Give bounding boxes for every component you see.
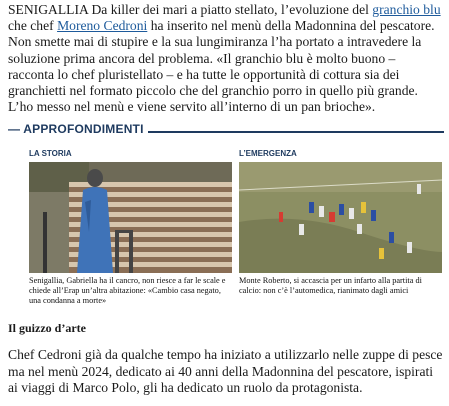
lead-text: che chef bbox=[8, 18, 58, 34]
body-paragraph: Chef Cedroni già da qualche tempo ha iniziato a utilizzarlo nelle zuppe di pesce ma nel menù 2024, dedicato ai 40 anni della Madonnina del pescatore, ispirati ai viaggi di Marco Polo, gli ha dedicato un ruolo da protagonista. bbox=[8, 347, 443, 395]
football-field-photo[interactable] bbox=[239, 162, 442, 273]
link-moreno-cedroni[interactable]: Moreno Cedroni bbox=[57, 18, 148, 34]
related-card-story[interactable] bbox=[29, 148, 232, 307]
card-caption: Monte Roberto, si accascia per un infarto alla partita di calcio: non c’è l’automedica, rianimato dagli amici bbox=[239, 276, 422, 296]
lead-text: ha inserito nel menù della Madonnina del pescatore. Non smette mai di stupire e la sua lungimiranza l’ha portato a intravedere la soluzione prima ancora del problema. «Il granchio blu è molto buono – racconta lo chef pluristellato – e ha tutte le opportunità di cottura sia dei granchietti nel formato piccolo che del granchio porro in quello più grande. L’ho messo nel menù e viene servito all’interno di un pan brioche». bbox=[8, 18, 435, 115]
lead-text: Da killer dei mari a piatto stellato, l’evoluzione del bbox=[88, 2, 373, 17]
link-granchio-blu[interactable]: granchio blu bbox=[372, 2, 441, 17]
card-caption: Senigallia, Gabriella ha il cancro, non riesce a far le scale e chiede all’Erap un’altra abitazione: «Cambio casa negato, una condanna a morte» bbox=[29, 276, 226, 306]
related-heading: — APPROFONDIMENTI bbox=[8, 122, 148, 136]
section-subheading: Il guizzo d’arte bbox=[8, 321, 86, 335]
related-section-header bbox=[8, 122, 444, 140]
lead-paragraph bbox=[8, 2, 444, 115]
card-tag: LA STORIA bbox=[29, 149, 72, 158]
related-card-emergency[interactable] bbox=[239, 148, 442, 296]
dateline: SENIGALLIA bbox=[8, 2, 89, 17]
card-tag: L’EMERGENZA bbox=[239, 149, 297, 158]
stairs-photo[interactable] bbox=[29, 162, 232, 273]
